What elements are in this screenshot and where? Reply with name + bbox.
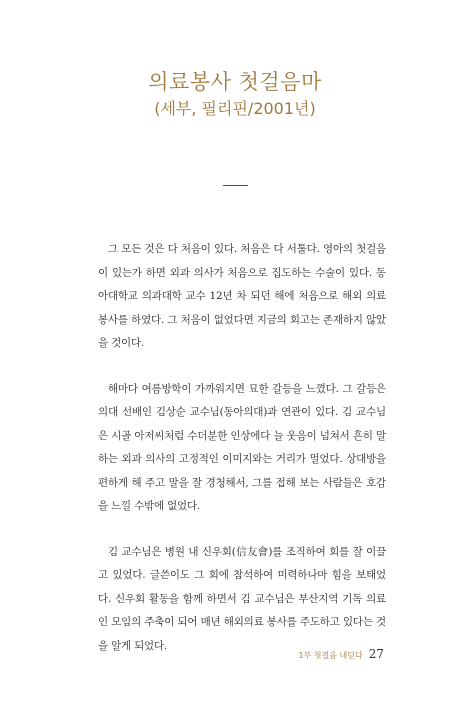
chapter-title: 의료봉사 첫걸음마 — [148, 70, 322, 94]
title-divider — [223, 185, 248, 186]
paragraph-2: 해마다 여름방학이 가까워지면 묘한 갈등을 느꼈다. 그 갈등은 의대 선배인 김상순 교수님(동아의대)과 연관이 있다. 김 교수님은 시골 아저씨처럼 수더분한 인상에다 늘 웃음이 넘쳐서 흔히 말하는 외과 의사의 고정적인 이미지와는 거리가 멀었다. 상대방을 편하게 해 주고 말을 잘 경청해서, 그를 접해 보는 사람들은 호감을 느낄 수밖에 없었다. — [98, 382, 386, 512]
paragraph-1: 그 모든 것은 다 처음이 있다. 처음은 다 서툴다. 영아의 첫걸음이 있는가 하면 외과 의사가 처음으로 집도하는 수술이 있다. 동아대학교 의과대학 교수 12년 차 되던 해에 처음으로 해외 의료봉사를 하였다. 그 처음이 없었다면 지금의 회고는 존재하지 않았을 것이다. — [98, 243, 386, 349]
chapter-subtitle: (세부, 필리핀/2001년) — [154, 99, 316, 118]
body-text — [98, 238, 386, 680]
running-footer-label: 1부 첫걸음 내딛다 — [298, 651, 363, 660]
page-number: 27 — [368, 647, 384, 661]
paragraph-3: 김 교수님은 병원 내 신우회(信友會)를 조직하여 회를 잘 이끌고 있었다. 글쓴이도 그 회에 참석하여 미력하나마 힘을 보태었다. 신우회 활동을 함께 하면서 김 교수님은 부산지역 기독 의료인 모임의 주축이 되어 매년 해외의료 봉사를 주도하고 있다는 것을 알게 되었다. — [98, 545, 386, 652]
page-footer — [298, 647, 384, 661]
